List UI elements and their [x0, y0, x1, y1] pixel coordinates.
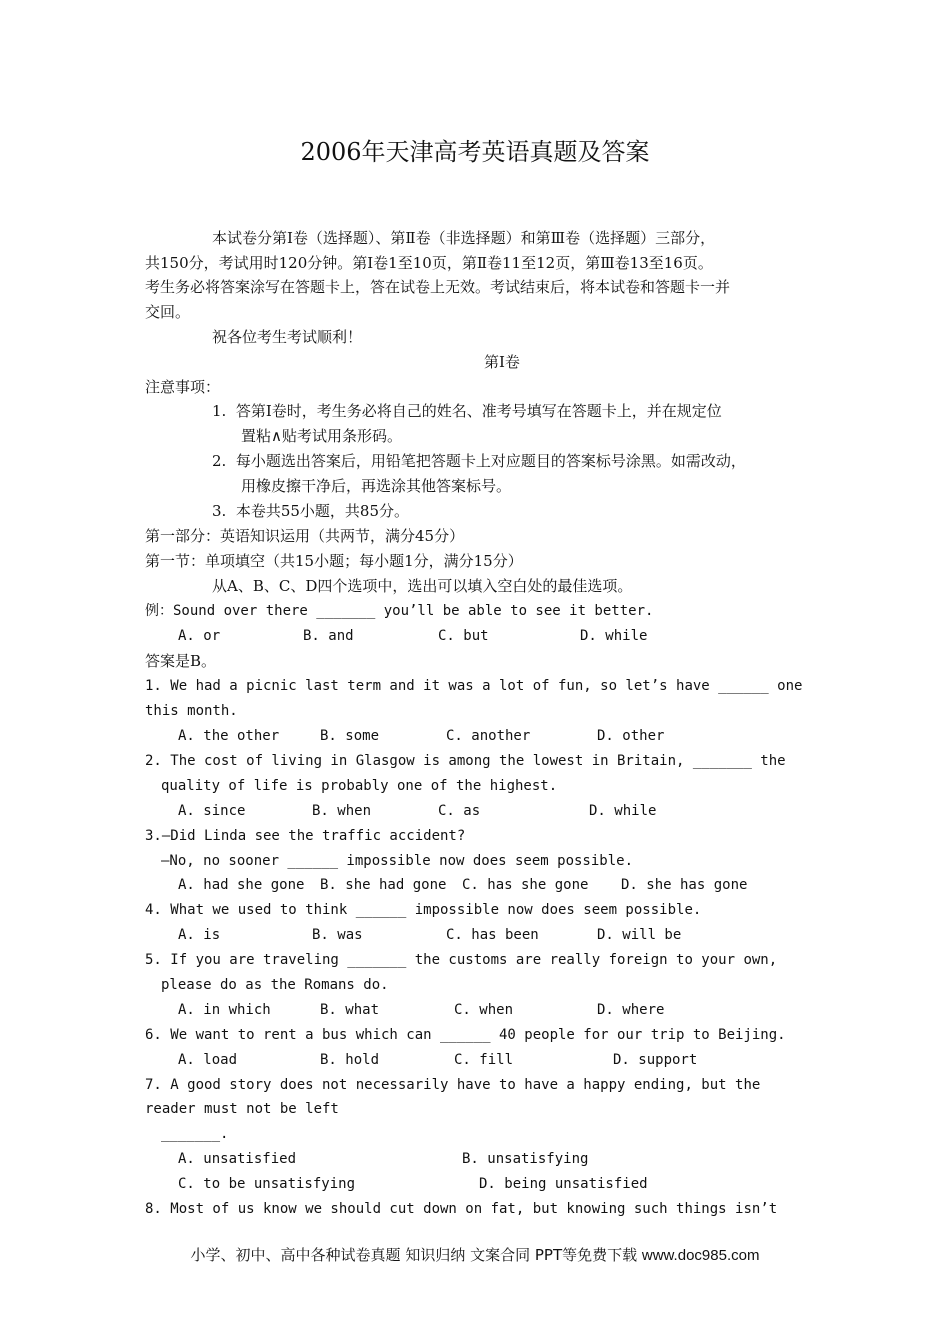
q7-stem-line-3: _______.: [161, 1126, 229, 1142]
note-3: 3. 本卷共55小题，共85分。: [212, 502, 410, 520]
q7-stem-line-1: 7. A good story does not necessarily have to have a happy ending, but the: [145, 1077, 761, 1093]
q3-stem-line-2: —No, no sooner ______ impossible now does seem possible.: [161, 853, 634, 869]
q1-option-c: C. another: [446, 728, 531, 744]
example-option-c: C. but: [438, 628, 489, 644]
example-answer: 答案是B。: [145, 652, 217, 670]
q2-option-a: A. since: [178, 803, 246, 819]
q7-option-b: B. unsatisfying: [462, 1151, 589, 1167]
q2-option-c: C. as: [438, 803, 481, 819]
note-2-line-2: 用橡皮擦干净后，再选涂其他答案标号。: [241, 477, 512, 495]
instruction: 从A、B、C、D四个选项中，选出可以填入空白处的最佳选项。: [212, 577, 633, 595]
q3-option-c: C. has she gone: [462, 877, 589, 893]
intro-wish: 祝各位考生考试顺利！: [212, 328, 363, 346]
q1-stem-line-1: 1. We had a picnic last term and it was a lot of fun, so let’s have ______ one: [145, 678, 803, 694]
q1-option-d: D. other: [597, 728, 665, 744]
q4-stem-line-1: 4. What we used to think ______ impossible now does seem possible.: [145, 902, 702, 918]
q7-stem-line-2: reader must not be left: [145, 1101, 339, 1117]
example-option-d: D. while: [580, 628, 648, 644]
part-1-heading: 第一部分：英语知识运用（共两节，满分45分）: [145, 527, 465, 545]
intro-line-2: 共150分，考试用时120分钟。第Ⅰ卷1至10页，第Ⅱ卷11至12页，第Ⅲ卷13至16页。: [145, 254, 713, 272]
example-stem: 例：Sound over there _______ you’ll be able to see it better.: [145, 603, 654, 619]
page-footer: [0, 1244, 950, 1265]
q8-stem-line-1: 8. Most of us know we should cut down on fat, but knowing such things isn’t: [145, 1201, 778, 1217]
q3-stem-line-1: 3.—Did Linda see the traffic accident?: [145, 828, 466, 844]
q6-option-c: C. fill: [454, 1052, 514, 1068]
q1-stem-line-2: this month.: [145, 703, 238, 719]
example-option-b: B. and: [303, 628, 354, 644]
q6-option-b: B. hold: [320, 1052, 380, 1068]
q7-option-d: D. being unsatisfied: [479, 1176, 648, 1192]
q4-option-a: A. is: [178, 927, 221, 943]
footer-url[interactable]: www.doc985.com: [641, 1247, 760, 1264]
q3-option-d: D. she has gone: [621, 877, 748, 893]
note-2-line-1: 2. 每小题选出答案后，用铅笔把答题卡上对应题目的答案标号涂黑。如需改动，: [212, 452, 746, 470]
q3-option-a: A. had she gone: [178, 877, 305, 893]
intro-line-3: 考生务必将答案涂写在答题卡上，答在试卷上无效。考试结束后，将本试卷和答题卡一并: [145, 278, 731, 296]
intro-line-4: 交回。: [145, 303, 191, 321]
note-1-line-2: 置粘∧贴考试用条形码。: [241, 427, 402, 445]
q5-option-c: C. when: [454, 1002, 514, 1018]
q2-stem-line-2: quality of life is probably one of the highest.: [161, 778, 558, 794]
q5-option-a: A. in which: [178, 1002, 271, 1018]
q7-option-a: A. unsatisfied: [178, 1151, 297, 1167]
q1-option-b: B. some: [320, 728, 380, 744]
section-title: 第Ⅰ卷: [484, 353, 520, 371]
intro-line-1: 本试卷分第Ⅰ卷（选择题）、第Ⅱ卷（非选择题）和第Ⅲ卷（选择题）三部分，: [212, 229, 716, 247]
q2-option-d: D. while: [589, 803, 657, 819]
q6-option-a: A. load: [178, 1052, 238, 1068]
q7-option-c: C. to be unsatisfying: [178, 1176, 356, 1192]
section-1-heading: 第一节：单项填空（共15小题；每小题1分，满分15分）: [145, 552, 523, 570]
q4-option-b: B. was: [312, 927, 363, 943]
footer-text: 小学、初中、高中各种试卷真题 知识归纳 文案合同 PPT等免费下载: [190, 1246, 638, 1264]
q3-option-b: B. she had gone: [320, 877, 447, 893]
example-option-a: A. or: [178, 628, 221, 644]
q2-option-b: B. when: [312, 803, 372, 819]
notes-heading: 注意事项：: [145, 378, 221, 396]
q4-option-d: D. will be: [597, 927, 682, 943]
q5-stem-line-2: please do as the Romans do.: [161, 977, 389, 993]
q5-stem-line-1: 5. If you are traveling _______ the customs are really foreign to your own,: [145, 952, 778, 968]
q6-stem-line-1: 6. We want to rent a bus which can ______ 40 people for our trip to Beijing.: [145, 1027, 786, 1043]
q1-option-a: A. the other: [178, 728, 280, 744]
q5-option-b: B. what: [320, 1002, 380, 1018]
q5-option-d: D. where: [597, 1002, 665, 1018]
note-1-line-1: 1. 答第Ⅰ卷时，考生务必将自己的姓名、准考号填写在答题卡上，并在规定位: [212, 402, 722, 420]
q4-option-c: C. has been: [446, 927, 539, 943]
q6-option-d: D. support: [613, 1052, 698, 1068]
document-title: 2006年天津高考英语真题及答案: [300, 138, 650, 166]
q2-stem-line-1: 2. The cost of living in Glasgow is among the lowest in Britain, _______ the: [145, 753, 786, 769]
